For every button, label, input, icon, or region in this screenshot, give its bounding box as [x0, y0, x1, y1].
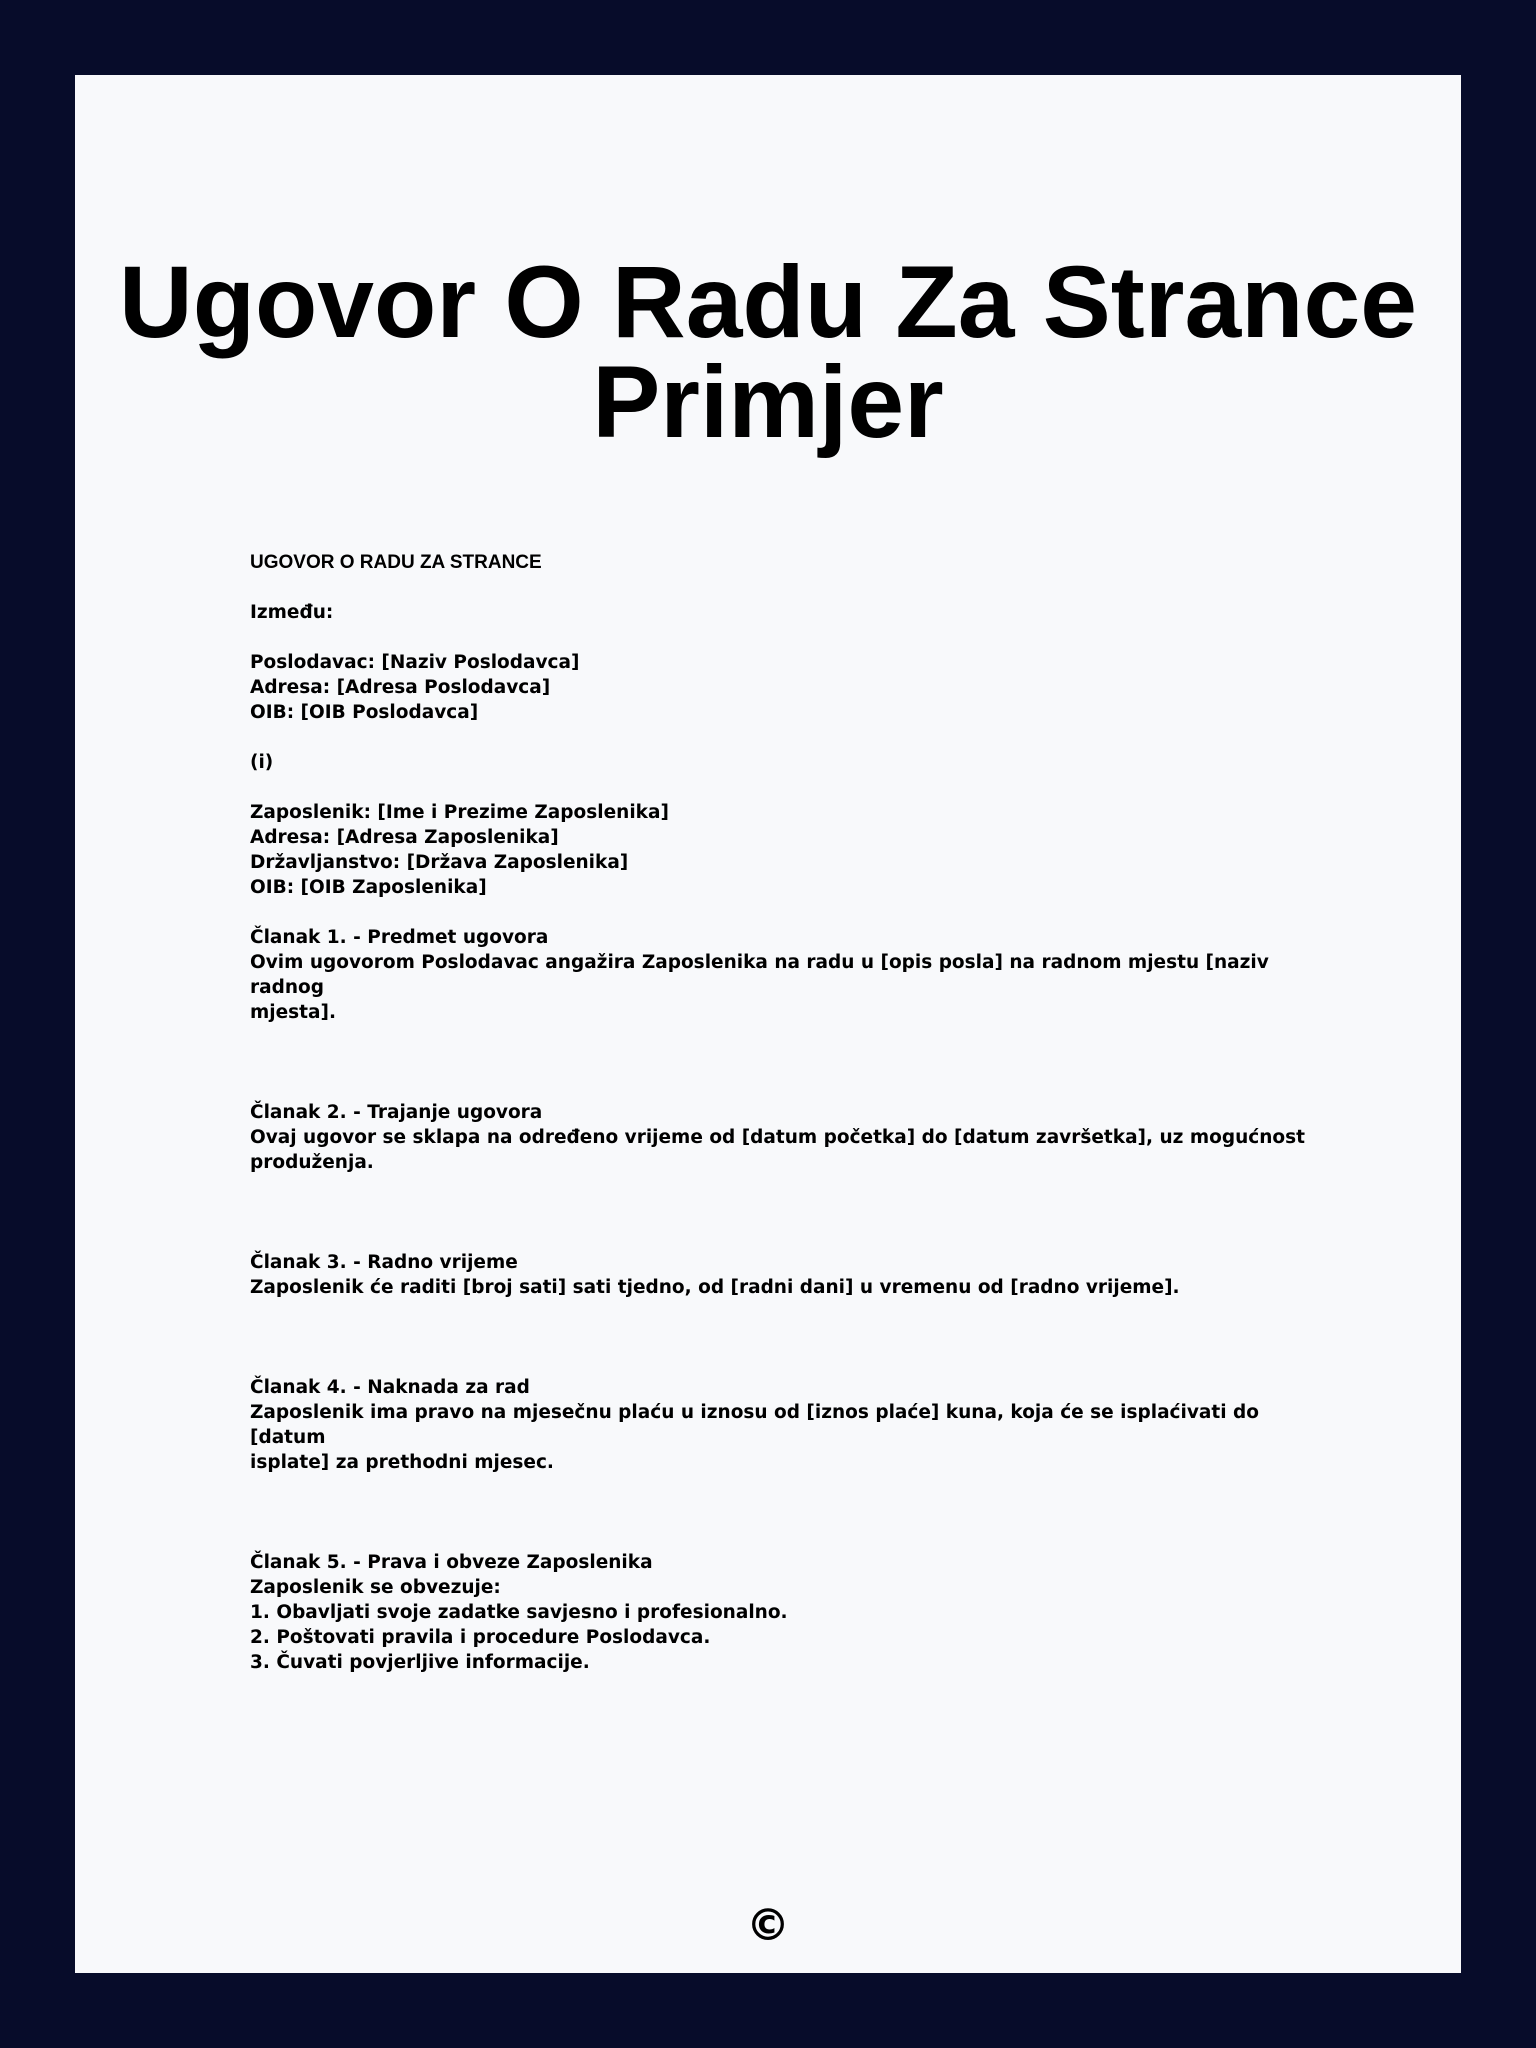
article-text-line: Zaposlenik ima pravo na mjesečnu plaću u iznosu od [iznos plaće] kuna, koja će se isplaćivati do [datum	[250, 1402, 1266, 1448]
employer-name: Poslodavac: [Naziv Poslodavca]	[250, 652, 580, 673]
article-text-line: mjesta].	[250, 1002, 336, 1023]
article-list-item: 3. Čuvati povjerljive informacije.	[250, 1652, 590, 1673]
article-heading: Članak 2. - Trajanje ugovora	[250, 1102, 543, 1123]
article-heading: Članak 3. - Radno vrijeme	[250, 1252, 518, 1273]
contract-heading: UGOVOR O RADU ZA STRANCE	[250, 552, 542, 573]
document-page	[75, 75, 1461, 1973]
employer-oib: OIB: [OIB Poslodavca]	[250, 702, 479, 723]
document-title	[75, 245, 1461, 459]
article-text-line: isplate] za prethodni mjesec.	[250, 1452, 554, 1473]
article-2	[250, 1100, 1310, 1175]
article-4	[250, 1375, 1310, 1475]
article-5	[250, 1550, 1310, 1675]
article-heading: Članak 4. - Naknada za rad	[250, 1377, 530, 1398]
title-line-1: Ugovor O Radu Za Strance	[119, 245, 1417, 359]
article-heading: Članak 1. - Predmet ugovora	[250, 927, 549, 948]
contract-body	[250, 550, 1310, 1675]
article-1	[250, 925, 1310, 1025]
employee-oib: OIB: [OIB Zaposlenika]	[250, 877, 487, 898]
title-line-2: Primjer	[592, 345, 944, 459]
article-text-line: Ovaj ugovor se sklapa na određeno vrijeme od [datum početka] do [datum završetka], uz mogućnost	[250, 1127, 1305, 1148]
employee-address: Adresa: [Adresa Zaposlenika]	[250, 827, 559, 848]
employee-citizenship: Državljanstvo: [Država Zaposlenika]	[250, 852, 629, 873]
article-heading: Članak 5. - Prava i obveze Zaposlenika	[250, 1552, 653, 1573]
employee-name: Zaposlenik: [Ime i Prezime Zaposlenika]	[250, 802, 669, 823]
article-text-line: Ovim ugovorom Poslodavac angažira Zaposlenika na radu u [opis posla] na radnom mjestu [naziv radnog	[250, 952, 1276, 998]
between-label: Između:	[250, 602, 334, 623]
article-text-line: produženja.	[250, 1152, 374, 1173]
article-list-item: 1. Obavljati svoje zadatke savjesno i profesionalno.	[250, 1602, 788, 1623]
article-text-line: Zaposlenik se obvezuje:	[250, 1577, 501, 1598]
article-text-line: Zaposlenik će raditi [broj sati] sati tjedno, od [radni dani] u vremenu od [radno vrijeme].	[250, 1277, 1180, 1298]
and-label: (i)	[250, 752, 274, 773]
employer-address: Adresa: [Adresa Poslodavca]	[250, 677, 551, 698]
article-3	[250, 1250, 1310, 1300]
article-list-item: 2. Poštovati pravila i procedure Poslodavca.	[250, 1627, 711, 1648]
copyright-icon: ©	[746, 1900, 790, 1951]
